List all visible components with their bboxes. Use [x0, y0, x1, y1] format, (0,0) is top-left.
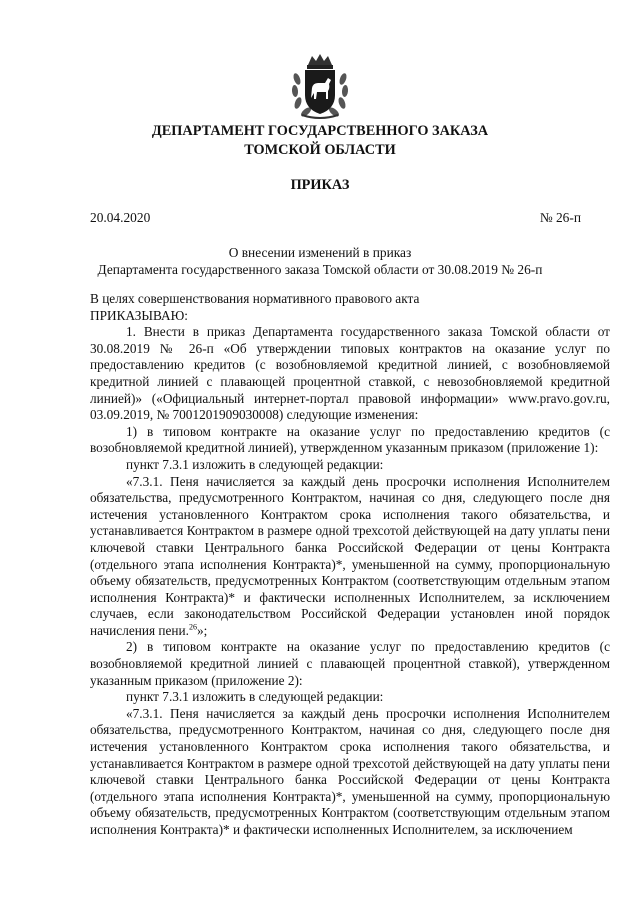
clause-1-text — [90, 474, 610, 640]
clause-1-end: »; — [196, 622, 208, 638]
department-name-line1: ДЕПАРТАМЕНТ ГОСУДАРСТВЕННОГО ЗАКАЗА — [151, 123, 489, 139]
subitem-1-paragraph: 1) в типовом контракте на оказание услуг по предоставлению кредитов (с возобновляемой кредитной линией), утвержденном указанным приказом (приложение 1): — [90, 423, 610, 456]
clause-2-text: «7.3.1. Пеня начисляется за каждый день просрочки исполнения Исполнителем обязательства, предусмотренного Контрактом, начиная со дня, следующего после дня истечения установленного Контрактом срока исполнения такого обязательства, и устанавливается Контрактом в размере одной трехсотой действующей на дату уплаты пени ключевой ставки Центрального банка Российской Федерации от цены Контракта (отдельного этапа исполнения Контракта)*, уменьшенной на сумму, пропорциональную объему обязательств, предусмотренных Контрактом (соответствующим отдельным этапом исполнения Контракта)* и фактически исполненных Исполнителем, за исключением — [90, 705, 610, 837]
clause-1-intro: пункт 7.3.1 изложить в следующей редакции: — [126, 456, 384, 472]
order-number: № 26-п — [539, 210, 581, 225]
order-keyword: ПРИКАЗЫВАЮ: — [90, 307, 188, 323]
purpose-paragraph: В целях совершенствования нормативного правового акта — [90, 291, 420, 306]
footnote-ref: 26 — [188, 622, 197, 632]
coat-of-arms-icon — [290, 53, 350, 119]
item-1-paragraph: 1. Внести в приказ Департамента государственного заказа Томской области от 30.08.2019 № 26-п «Об утверждении типовых контрактов на оказание услуг по предоставлению кредитов (с возобновляемой кредитной линией, с возобновляемой кредитной линией с плавающей процентной ставкой, с невозобновляемой кредитной линией)» («Официальный интернет-портал правовой информации» www.pravo.gov.ru, 03.09.2019, № 7001201909030008) следующие изменения: — [90, 324, 610, 423]
clause-1-body: «7.3.1. Пеня начисляется за каждый день просрочки исполнения Исполнителем обязательства, предусмотренного Контрактом, начиная со дня, следующего после дня истечения установленного Контрактом срока исполнения такого обязательства, и устанавливается Контрактом в размере одной трехсотой действующей на дату уплаты пени ключевой ставки Центрального банка Российской Федерации от цены Контракта (отдельного этапа исполнения Контракта)*, уменьшенной на сумму, пропорциональную объему обязательств, предусмотренных Контрактом (соответствующим отдельным этапом исполнения Контракта)* и фактически исполненных Исполнителем, за исключением случаев, если законодательством Российской Федерации установлен иной порядок начисления пени. — [90, 473, 610, 638]
department-name-line2: ТОМСКОЙ ОБЛАСТИ — [244, 142, 396, 158]
order-date: 20.04.2020 — [90, 210, 151, 225]
document-type-title: ПРИКАЗ — [290, 177, 350, 193]
subject-line2: Департамента государственного заказа Томской области от 30.08.2019 № 26-п — [97, 262, 543, 277]
subitem-2-paragraph: 2) в типовом контракте на оказание услуг по предоставлению кредитов (с возобновляемой кредитной линией с плавающей процентной ставкой), утвержденном указанным приказом (приложение 2): — [90, 639, 610, 688]
subject-line1: О внесении изменений в приказ — [228, 245, 412, 260]
order-body — [90, 291, 610, 839]
clause-2-intro: пункт 7.3.1 изложить в следующей редакции: — [126, 689, 384, 705]
